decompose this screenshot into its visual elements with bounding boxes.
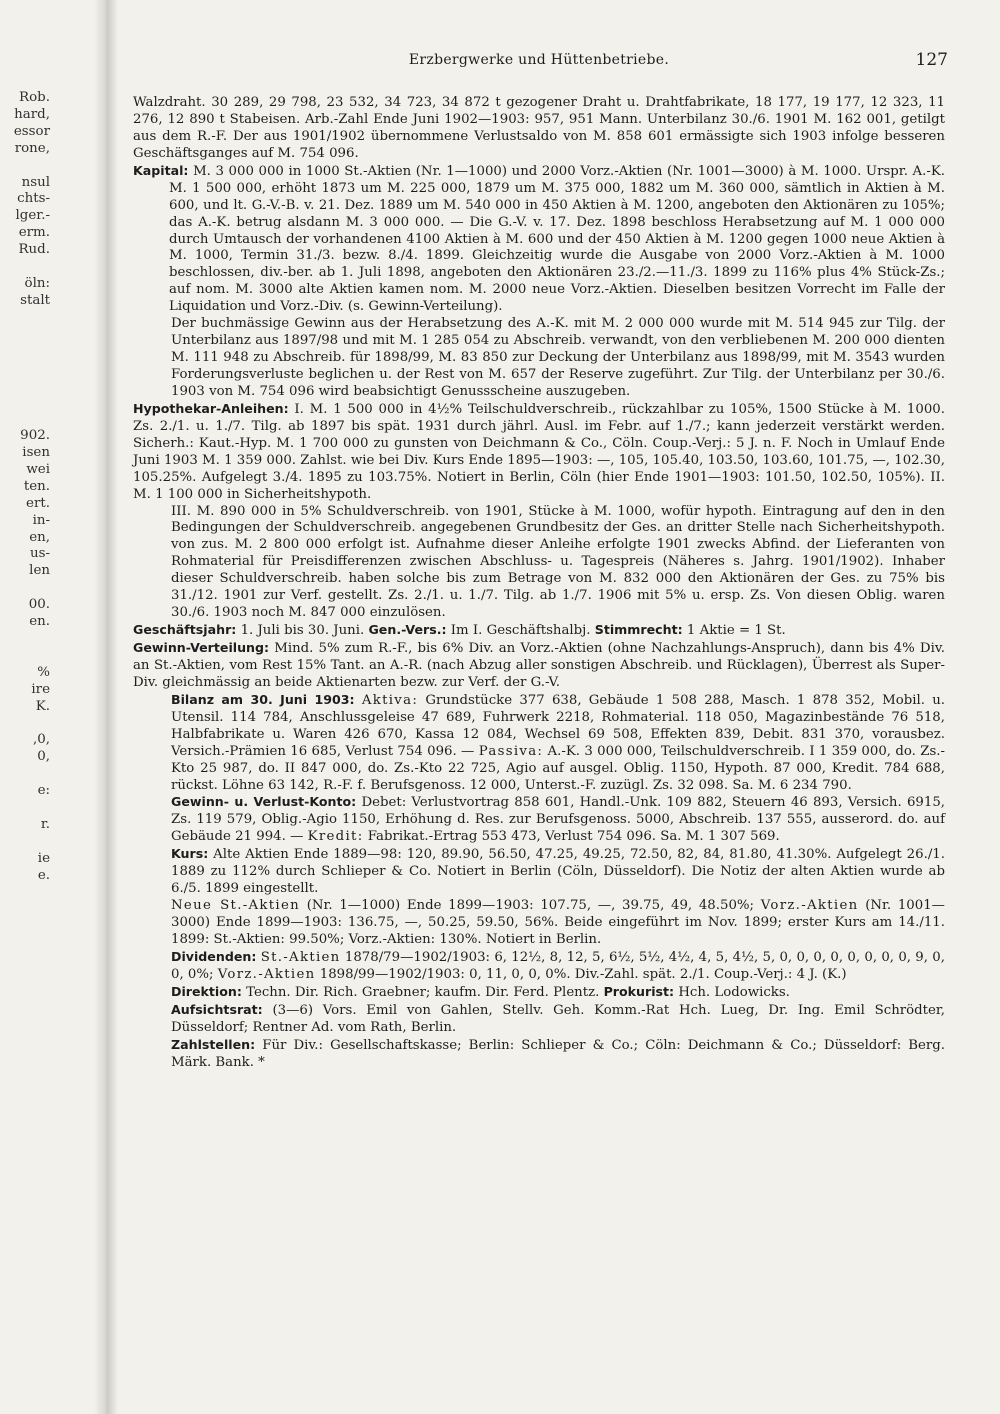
margin-fragment: öln: [24, 275, 50, 291]
paragraph-hypothekar: Hypothekar-Anleihen: I. M. 1 500 000 in 4½% Teilschuldverschreib., rückzahlbar zu 105%, 1500 Stücke à M. 1000. Zs. 2./1. u. 1./7. Tilg. ab 1897 bis spät. 1931 durch jährl. Ausl. im Febr. auf 1./7.; kann jederzeit verstärkt werden. Sicherh.: Kaut.-Hyp. M. 1 700 000 zu gunsten von Deichmann & Co., Cöln. Coup.-Verj.: 5 J. n. F. Noch in Umlauf Ende Juni 1903 M. 1 359 000. Zahlst. wie bei Div. Kurs Ende 1895—1903: —, 105, 105.40, 103.50, 103.60, 101.75, —, 102.30, 105.25%. Aufgelegt 3./4. 1895 zu 103.75%. Notiert in Berlin, Cöln (hier Ende 1901—1903: 101.50, 102.50, 105%). II. M. 1 100 000 in Sicherheitshypoth. [133, 400, 945, 502]
hypothekar-heading: Hypothekar-Anleihen: [133, 400, 289, 416]
margin-fragment [0, 411, 50, 428]
paragraph-gewinn: Der buchmässige Gewinn aus der Herabsetzung des A.-K. mit M. 2 000 000 wurde mit M. 514 945 zur Tilg. der Unterbilanz aus 1897/98 und mit M. 1 285 054 zu Abschreib. verwandt, von den verbliebenen M. 200 000 dienten M. 111 948 zu Abschreib. für 1898/99, M. 83 850 zur Deckung der Unterbilanz aus 1898/99, mit M. 3543 wurden Forderungsverluste beglichen u. der Rest von M. 657 der Reserve zugeführt. Zur Tilg. der Unterbilanz per 30./6. 1903 von M. 754 096 wird beabsichtigt Genussscheine auszugeben. [171, 316, 945, 399]
margin-fragment [0, 361, 50, 378]
paragraph-bilanz: Bilanz am 30. Juni 1903: Aktiva: Grundstücke 377 638, Gebäude 1 508 288, Masch. 1 878 352, Mobil. u. Utensil. 114 784, Anschlussgeleise 47 689, Fuhrwerk 2218, Rohmaterial. 118 050, Magazinbestände 76 518, Halbfabrikate u. Waren 426 670, Kassa 12 084, Wechsel 69 508, Effekten 839, Debit. 831 370, vorausbez. Versich.-Prämien 16 685, Verlust 754 096. — Passiva: A.-K. 3 000 000, Teilschuldverschreib. I 1 359 000, do. Zs.-Kto 25 987, do. II 847 000, do. Zs.-Kto 22 725, Agio auf ausgel. Oblig. 1150, Hypoth. 87 000, Kredit. 784 688, rückst. Löhne 63 142, R.-F. f. Berufsgenoss. 12 000, Unterst.-F. zuzügl. Zs. 32 098. Sa. M. 6 234 790. [171, 691, 945, 793]
paragraph-production: Walzdraht. 30 289, 29 798, 23 532, 34 723, 34 872 t gezogener Draht u. Drahtfabrikate, 18 177, 19 177, 12 323, 11 276, 12 890 t Stabeisen. Arb.-Zahl Ende Juni 1902—1903: 957, 951 Mann. Unterbilanz 30./6. 1901 M. 162 001, getilgt aus dem R.-F. Der aus 1901/1902 übernommene Verlustsaldo von M. 858 601 ermässigte sich 1903 infolge besseren Geschäftsganges auf M. 754 096. [133, 95, 945, 161]
margin-fragment: nsul [21, 174, 50, 190]
margin-fragment: ire [31, 681, 50, 697]
margin-fragment: in- [32, 512, 50, 528]
running-header [130, 52, 948, 72]
direktion-heading: Direktion: [171, 983, 242, 999]
stimmrecht-heading: Stimmrecht: [594, 622, 683, 638]
margin-fragment [0, 766, 50, 783]
aufsichtsrat-heading: Aufsichtsrat: [171, 1001, 263, 1017]
margin-fragment: ert. [26, 495, 50, 511]
margin-fragment: 00. [28, 597, 50, 613]
margin-fragment: Rob. [19, 90, 50, 105]
margin-fragment: hard, [14, 106, 50, 122]
margin-fragment: 0, [37, 749, 50, 765]
paragraph-hypothekar-iii: III. M. 890 000 in 5% Schuldverschreib. von 1901, Stücke à M. 1000, wofür hypoth. Eintragung auf den in den Bedingungen der Schuldverschreib. angegebenen Grundbesitz der Ges. an dritter Stelle nach Sicherheitshypoth. von zus. M. 2 800 000 erfolgt ist. Aufnahme dieser Anleihe erfolgte 1901 zwecks Abfind. der Lieferanten von Rohmaterial für Preisdifferenzen zwischen Abschluss- u. Tagespreis (Näheres s. Jahrg. 1901/1902). Inhaber dieser Schuldverschreib. haben solche bis zum Betrage von M. 832 000 den Aktionären der Ges. zu 75% bis 31./12. 1901 zur Verf. gestellt. Zs. 2./1. u. 1./7. Tilg. ab 1./7. 1906 mit 5% u. ersp. Zs. Von diesen Oblig. waren 30./6. 1903 noch M. 847 000 einzulösen. [171, 503, 945, 621]
margin-fragment: en. [29, 614, 50, 630]
dividenden-heading: Dividenden: [171, 948, 257, 964]
margin-fragment: ten. [23, 478, 50, 494]
passiva-label: Passiva: [478, 743, 544, 759]
kredit-label: Kredit: [307, 829, 364, 845]
margin-fragment [0, 580, 50, 597]
margin-fragment [0, 394, 50, 411]
paragraph-gewinn-verteilung: Gewinn-Verteilung: Mind. 5% zum R.-F., bis 6% Div. an Vorz.-Aktien (ohne Nachzahlungs-Anspruch), dann bis 4% Div. an St.-Aktien, vom Rest 15% Tant. an A.-R. (nach Abzug aller sonstigen Abschreib. und Rücklagen), Überrest als Super-Div. gleichmässig an beide Aktienarten bezw. zur Verf. der G.-V. [133, 640, 945, 690]
paragraph-guv: Gewinn- u. Verlust-Konto: Debet: Verlustvortrag 858 601, Handl.-Unk. 109 882, Steuern 46 893, Versich. 6915, Zs. 119 579, Oblig.-Agio 1150, Erhöhung d. Res. zur Berufsgenoss. 5000, Abschreib. 137 555, ausserord. do. auf Gebäude 21 994. — Kredit: Fabrikat.-Ertrag 553 473, Verlust 754 096. Sa. M. 1 307 569. [171, 794, 946, 845]
margin-fragment: ie [37, 850, 50, 866]
margin-fragment: us- [29, 546, 50, 562]
margin-fragment: essor [13, 123, 50, 139]
margin-fragment: ,0, [32, 732, 50, 748]
gewinn-verteilung-heading: Gewinn-Verteilung: [133, 640, 270, 655]
margin-fragment [0, 716, 50, 733]
margin-fragment [0, 259, 50, 276]
margin-fragment: en, [29, 529, 50, 545]
page-fold-shadow [94, 0, 118, 1414]
margin-fragment [0, 648, 50, 665]
margin-fragment: e: [37, 783, 50, 799]
margin-fragment: 902. [20, 428, 50, 444]
paragraph-dividenden: Dividenden: St.-Aktien 1878/79—1902/1903: 6, 12½, 8, 12, 5, 6½, 5½, 4½, 4, 5, 4½, 5, 0, 0, 0, 0, 0, 0, 0, 0, 9, 0, 0, 0%; Vorz.-Aktien 1898/99—1902/1903: 0, 11, 0, 0, 0%. Div.-Zahl. spät. 2./1. Coup.-Verj.: 4 J. (K.) [171, 948, 945, 982]
kurs-heading: Kurs: [171, 846, 209, 862]
paragraph-kurs: Kurs: Alte Aktien Ende 1889—98: 120, 89.90, 56.50, 47.25, 49.25, 72.50, 82, 84, 81.80, 41.30%. Aufgelegt 26./1. 1889 zu 112% durch Schlieper & Co. Notiert in Berlin (Cöln, Düsseldorf). Die Notiz der alten Aktien wurde ab 6./5. 1899 eingestellt. [171, 846, 945, 897]
debet-label: Debet: [361, 795, 407, 811]
margin-fragment: K. [35, 698, 50, 714]
margin-fragment [0, 800, 50, 817]
paragraph-kapital: Kapital: M. 3 000 000 in 1000 St.-Aktien (Nr. 1—1000) und 2000 Vorz.-Aktien (Nr. 1001—3000) à M. 1000. Urspr. A.-K. M. 1 500 000, erhöht 1873 um M. 225 000, 1879 um M. 375 000, 1882 um M. 360 000, sämtlich in Aktien à M. 600, und lt. G.-V.-B. v. 21. Dez. 1889 um M. 540 000 in 450 Aktien à M. 1200, angeboten den Aktionären zu 105%; das A.-K. betrug alsdann M. 3 000 000. — Die G.-V. v. 17. Dez. 1898 beschloss Herabsetzung auf M. 1 000 000 durch Umtausch der vorhandenen 4100 Aktien à M. 600 und der 450 Aktien à M. 1200 gegen 1000 neue Aktien à M. 1000, Termin 31./3. bezw. 8./4. 1899. Gleichzeitig wurde die Ausgabe von 2000 Vorz.-Aktien à M. 1000 beschlossen, div.-ber. ab 1. Juli 1898, angeboten den Aktionären 23./2.—11./3. 1899 zu 116% plus 4% Stück-Zs.; auf nom. M. 3000 alte Aktien kamen nom. M. 2000 neue Vorz.-Aktien. Dieselben besitzen Vorrecht im Falle der Liquidation und Vorz.-Div. (s. Gewinn-Verteilung). [133, 162, 945, 315]
kapital-heading: Kapital: [133, 162, 189, 178]
prokurist-heading: Prokurist: [603, 983, 675, 999]
margin-fragment: r. [40, 816, 50, 832]
body-text [133, 95, 945, 1071]
bilanz-heading: Bilanz am 30. Juni 1903: [171, 691, 355, 707]
margin-fragment: len [29, 563, 50, 579]
margin-fragment [0, 834, 50, 851]
margin-fragment [0, 310, 50, 327]
zahlstellen-heading: Zahlstellen: [171, 1036, 256, 1052]
div-vorz-aktien-label: Vorz.-Aktien [217, 966, 316, 982]
margin-fragment: % [37, 664, 50, 680]
paragraph-geschaeftsjahr: Geschäftsjahr: 1. Juli bis 30. Juni. Gen.-Vers.: Im I. Geschäftshalbj. Stimmrecht: 1 Aktie = 1 St. [133, 622, 786, 639]
paragraph-neue-aktien: Neue St.-Aktien (Nr. 1—1000) Ende 1899—1903: 107.75, —, 39.75, 49, 48.50%; Vorz.-Aktien (Nr. 1001—3000) Ende 1899—1903: 136.75, —, 50.25, 59.50, 56%. Beide eingeführt im Nov. 1899; erster Kurs am 14./11. 1899: St.-Aktien: 99.50%; Vorz.-Aktien: 130%. Notiert in Berlin. [171, 898, 945, 947]
margin-fragment: Rud. [18, 242, 50, 258]
margin-fragment: stalt [20, 292, 50, 308]
page-number: 127 [915, 50, 948, 70]
margin-fragment: rone, [14, 140, 50, 156]
margin-fragment: isen [22, 445, 50, 461]
vorz-aktien-label: Vorz.-Aktien [760, 898, 859, 914]
margin-fragment [0, 377, 50, 394]
margin-fragment [0, 344, 50, 361]
margin-fragment: wei [26, 461, 50, 477]
paragraph-zahlstellen: Zahlstellen: Für Div.: Gesellschaftskasse; Berlin: Schlieper & Co.; Cöln: Deichmann & Co.; Düsseldorf: Berg. Märk. Bank. * [171, 1036, 945, 1070]
margin-fragment: e. [37, 867, 50, 883]
paragraph-aufsichtsrat: Aufsichtsrat: (3—6) Vors. Emil von Gahlen, Stellv. Geh. Komm.-Rat Hch. Lueg, Dr. Ing. Emil Schrödter, Düsseldorf; Rentner Ad. vom Rath, Berlin. [171, 1001, 945, 1035]
margin-fragment [0, 631, 50, 648]
margin-fragment: erm. [18, 225, 50, 241]
gen-vers-heading: Gen.-Vers.: [368, 622, 447, 638]
left-margin-fragments [0, 90, 50, 883]
margin-fragment: lger.- [15, 208, 50, 224]
aktiva-label: Aktiva: [361, 692, 419, 708]
div-st-aktien-label: St.-Aktien [260, 949, 341, 965]
neue-aktien-label: Neue St.-Aktien [171, 898, 300, 914]
margin-fragment: chts- [17, 191, 50, 207]
paragraph-direktion: Direktion: Techn. Dir. Rich. Graebner; kaufm. Dir. Ferd. Plentz. Prokurist: Hch. Lodowicks. [171, 983, 790, 1000]
margin-fragment [0, 158, 50, 175]
margin-fragment [0, 327, 50, 344]
running-title: Erzbergwerke und Hüttenbetriebe. [408, 52, 670, 68]
guv-heading: Gewinn- u. Verlust-Konto: [171, 794, 357, 810]
geschaeftsjahr-heading: Geschäftsjahr: [133, 622, 237, 638]
